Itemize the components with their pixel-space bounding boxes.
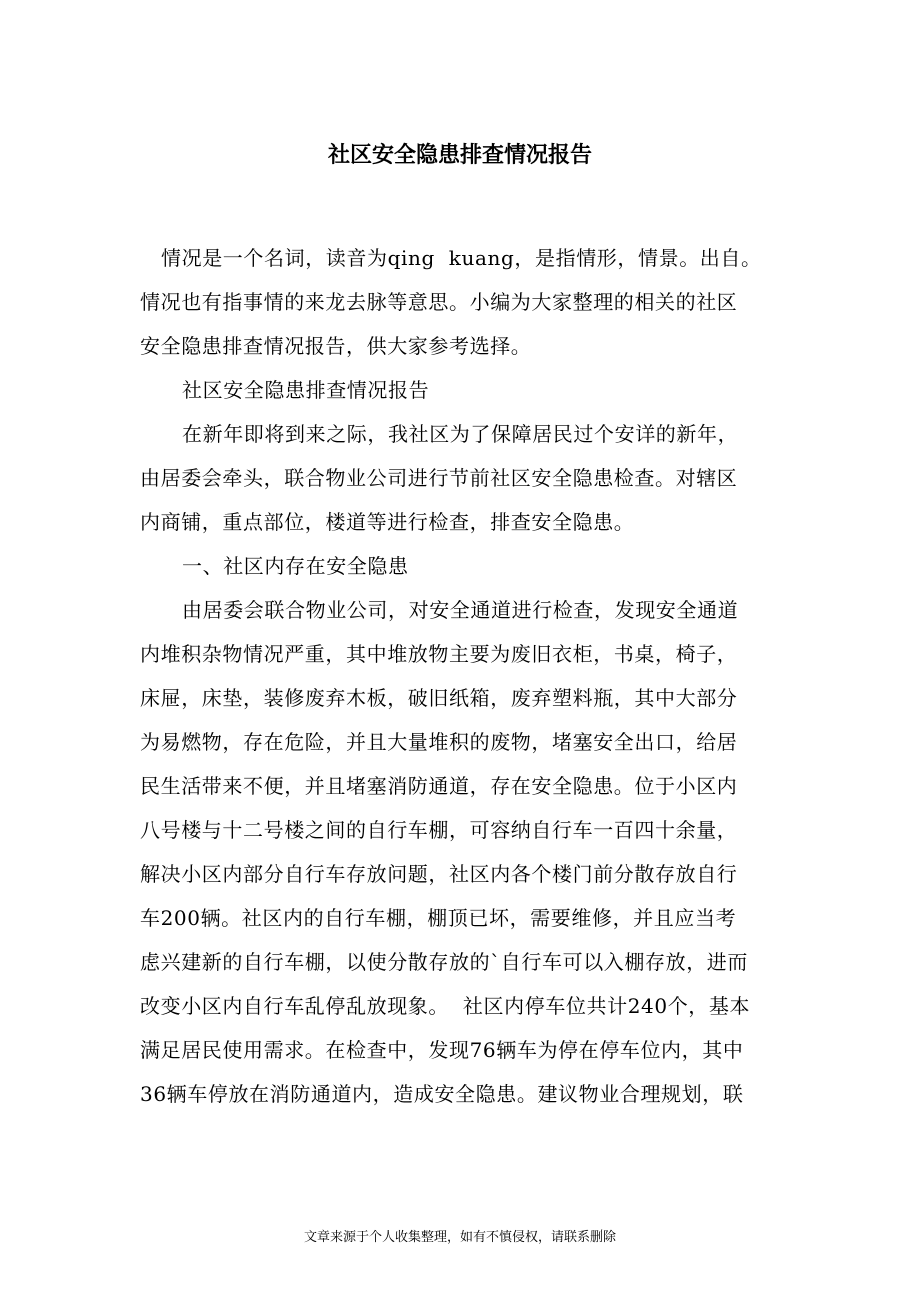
document-body [140,236,790,1116]
section-heading: 社区安全隐患排查情况报告 [182,378,430,402]
body-line: 八号楼与十二号楼之间的自行车棚，可容纳自行车一百四十余量， [140,818,738,842]
body-line: 床屉，床垫，装修废弃木板，破旧纸箱，废弃塑料瓶，其中大部分 [140,686,738,710]
body-line: 为易燃物，存在危险，并且大量堆积的废物，堵塞安全出口，给居 [140,730,738,754]
body-line: 民生活带来不便，并且堵塞消防通道，存在安全隐患。位于小区内 [140,774,738,798]
body-line: 36辆车停放在消防通道内，造成安全隐患。建议物业合理规划，联 [140,1082,744,1106]
body-line: 满足居民使用需求。在检查中，发现76辆车为停在停车位内，其中 [140,1038,744,1062]
document-title: 社区安全隐患排查情况报告 [327,143,592,168]
body-line: 安全隐患排查情况报告，供大家参考选择。 [140,334,532,358]
body-line: 虑兴建新的自行车棚，以使分散存放的`自行车可以入棚存放，进而 [140,950,748,974]
body-line: 车200辆。社区内的自行车棚，棚顶已坏，需要维修，并且应当考 [140,906,737,930]
body-line: 情况是一个名词，读音为qing kuang，是指情形，情景。出自。 [161,246,762,270]
body-line: 解决小区内部分自行车存放问题，社区内各个楼门前分散存放自行 [140,862,738,886]
body-line: 情况也有指事情的来龙去脉等意思。小编为大家整理的相关的社区 [140,290,738,314]
body-line: 在新年即将到来之际，我社区为了保障居民过个安详的新年， [182,422,739,446]
body-line: 内堆积杂物情况严重，其中堆放物主要为废旧衣柜，书桌，椅子， [140,642,738,666]
body-line: 改变小区内自行车乱停乱放现象。 社区内停车位共计240个，基本 [140,994,751,1018]
section-heading: 一、社区内存在安全隐患 [182,554,409,578]
body-line: 由居委会牵头，联合物业公司进行节前社区安全隐患检查。对辖区 [140,466,738,490]
body-line: 由居委会联合物业公司，对安全通道进行检查，发现安全通道 [182,598,739,622]
body-line: 内商铺，重点部位，楼道等进行检查，排查安全隐患。 [140,510,635,534]
page-footer: 文章来源于个人收集整理，如有不慎侵权，请联系删除 [303,1230,616,1245]
